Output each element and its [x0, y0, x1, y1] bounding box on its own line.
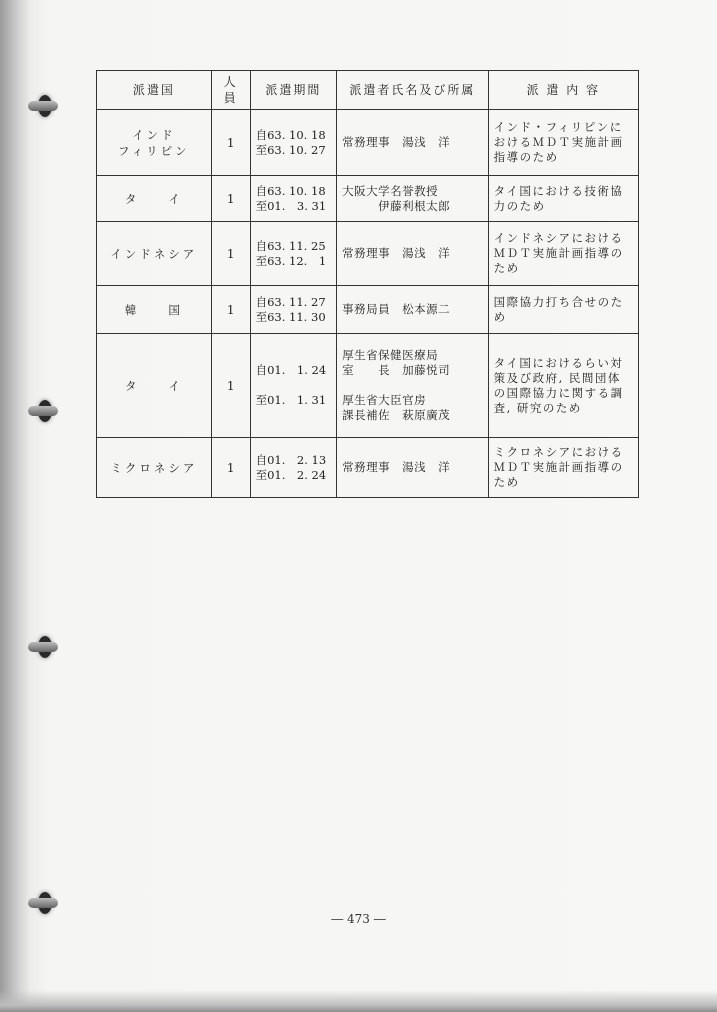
cell-content: インド・フィリピンにおけるＭＤＴ実施計画指導のため: [488, 110, 638, 176]
cell-name: 大阪大学名誉教授 伊藤利根太郎: [337, 176, 488, 222]
header-name: 派遣者氏名及び所属: [337, 71, 488, 110]
dispatch-table: [96, 70, 639, 498]
cell-country: タ イ: [97, 176, 212, 222]
table-row: [97, 334, 639, 438]
table-row: [97, 222, 639, 286]
cell-period: 自63. 11. 27 至63. 11. 30: [250, 286, 337, 334]
page-number: ― 473 ―: [331, 912, 386, 926]
table-header-row: [97, 71, 639, 110]
cell-content: 国際協力打ち合せのため: [488, 286, 638, 334]
cell-count: 1: [211, 222, 250, 286]
cell-country: インド フィリピン: [97, 110, 212, 176]
cell-period: 自63. 10. 18 至01. 3. 31: [250, 176, 337, 222]
cell-name: 常務理事 湯浅 洋: [337, 222, 488, 286]
cell-period: 自01. 1. 24 至01. 1. 31: [250, 334, 337, 438]
header-content: 派 遣 内 容: [488, 71, 638, 110]
cell-content: インドネシアにおけるＭＤＴ実施計画指導のため: [488, 222, 638, 286]
header-country: 派遣国: [97, 71, 212, 110]
table-row: [97, 438, 639, 498]
binder-ring: [28, 642, 58, 652]
cell-country: ミクロネシア: [97, 438, 212, 498]
binder-ring: [28, 101, 58, 111]
cell-country: タ イ: [97, 334, 212, 438]
page-bottom-shadow: [0, 990, 717, 1012]
cell-name: 事務局員 松本源二: [337, 286, 488, 334]
cell-name: 常務理事 湯浅 洋: [337, 110, 488, 176]
cell-content: タイ国におけるらい対策及び政府, 民間団体の国際協力に関する調査, 研究のため: [488, 334, 638, 438]
cell-count: 1: [211, 110, 250, 176]
cell-content: タイ国における技術協力のため: [488, 176, 638, 222]
header-count: 人員: [211, 71, 250, 110]
cell-period: 自63. 11. 25 至63. 12. 1: [250, 222, 337, 286]
cell-content: ミクロネシアにおけるＭＤＴ実施計画指導のため: [488, 438, 638, 498]
table-row: [97, 286, 639, 334]
cell-count: 1: [211, 286, 250, 334]
table-row: [97, 110, 639, 176]
cell-period: 自63. 10. 18 至63. 10. 27: [250, 110, 337, 176]
table-row: [97, 176, 639, 222]
cell-name: 厚生省保健医療局 室 長 加藤悦司 厚生省大臣官房 課長補佐 萩原廣茂: [337, 334, 488, 438]
cell-name: 常務理事 湯浅 洋: [337, 438, 488, 498]
header-period: 派遣期間: [250, 71, 337, 110]
cell-count: 1: [211, 176, 250, 222]
cell-count: 1: [211, 334, 250, 438]
cell-country: インドネシア: [97, 222, 212, 286]
binder-ring: [28, 898, 58, 908]
binder-ring: [28, 406, 58, 416]
cell-period: 自01. 2. 13 至01. 2. 24: [250, 438, 337, 498]
cell-country: 韓 国: [97, 286, 212, 334]
binding-shadow: [0, 0, 30, 1012]
cell-count: 1: [211, 438, 250, 498]
